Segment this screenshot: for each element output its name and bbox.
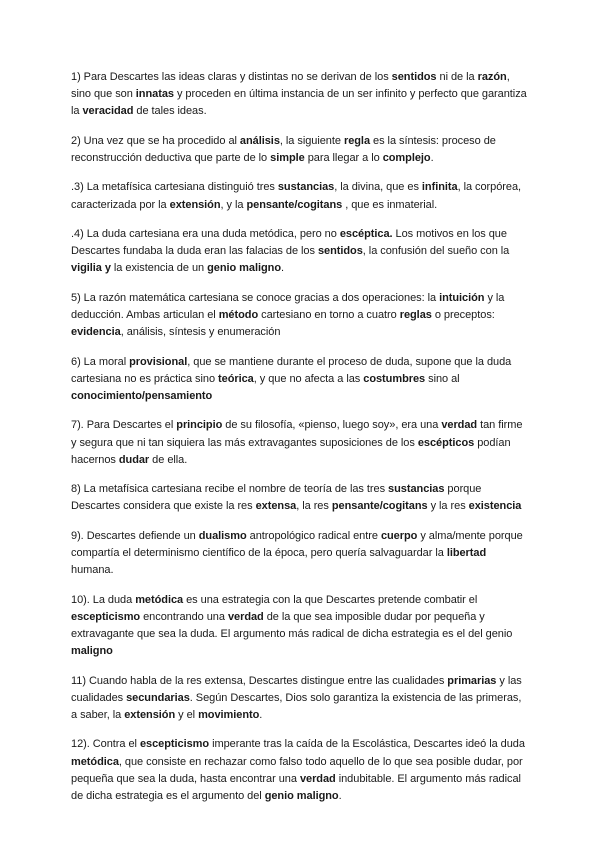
text-segment: . [338, 789, 342, 802]
text-segment: 5) La razón matemática cartesiana se conoce gracias a dos operaciones: la [71, 291, 440, 304]
text-segment: . Según Descartes, Dios solo garantiza la existencia de las primeras, a saber, la [71, 691, 522, 721]
text-segment: , que se mantiene durante el proceso de duda, supone que la duda cartesiana no es práctica sino [71, 355, 512, 385]
text-segment: de tales ideas. [133, 105, 207, 118]
text-segment: . [281, 262, 285, 275]
text-segment: . [430, 152, 434, 164]
bold-term: dudar [118, 453, 150, 466]
text-segment: y las cualidades [71, 674, 522, 704]
bold-term: extensa [255, 500, 297, 513]
text-segment: es una estrategia con la que Descartes pretende combatir el [183, 593, 478, 606]
bold-term: movimiento [198, 708, 260, 721]
text-segment: o preceptos: [431, 308, 495, 321]
bold-term: evidencia [71, 326, 121, 339]
text-segment: .3) La metafísica cartesiana distinguió tres [71, 181, 278, 194]
paragraph-6 [71, 354, 530, 406]
paragraph-3 [71, 179, 530, 213]
text-segment: , la siguiente [279, 134, 344, 147]
bold-term: verdad [441, 419, 478, 432]
bold-term: escepticismo [71, 610, 141, 623]
text-segment: y la deducción. Ambas articulan el [71, 291, 505, 321]
bold-term: complejo [382, 152, 431, 164]
bold-term: innatas [135, 88, 174, 101]
paragraph-10 [71, 592, 530, 661]
bold-term: dualismo [198, 529, 247, 542]
text-segment: .4) La duda cartesiana era una duda metódica, pero no [71, 227, 340, 240]
text-segment: , y que no afecta a las [253, 372, 364, 385]
bold-term: regla [343, 134, 371, 147]
text-segment: tan firme y segura que ni tan siquiera las más extravagantes suposiciones de los [71, 419, 523, 449]
bold-term: costumbres [363, 372, 426, 385]
text-segment: , sino que son [71, 71, 510, 101]
bold-term: extensión [124, 708, 176, 721]
bold-term: verdad [299, 772, 336, 785]
paragraph-8 [71, 481, 530, 515]
text-segment: 7). Para Descartes el [71, 419, 177, 432]
paragraph-5 [71, 290, 530, 342]
text-segment: es la síntesis: proceso de reconstrucción deductiva que parte de lo [71, 134, 496, 164]
text-segment: . [259, 708, 263, 721]
bold-term: extensión [169, 198, 221, 211]
text-segment: encontrando una [140, 610, 228, 623]
bold-term: maligno [71, 645, 113, 658]
bold-term: metódica [135, 593, 184, 606]
text-segment: , que es inmaterial. [342, 198, 438, 211]
text-segment: 9). Descartes defiende un [71, 529, 199, 542]
text-segment: , que consiste en rechazar como falso todo aquello de lo que sea posible dudar, por pequeña que sea la duda, hasta encontrar una [71, 755, 523, 785]
bold-term: veracidad [82, 105, 134, 118]
text-segment: para llegar a lo [304, 152, 383, 164]
text-segment: , y la [220, 198, 247, 211]
bold-term: sentidos [391, 71, 437, 83]
text-segment: 1) Para Descartes las ideas claras y distintas no se derivan de los [71, 71, 392, 83]
bold-term: vigilia y [71, 262, 111, 275]
text-segment: , la divina, que es [334, 181, 422, 194]
bold-term: sustancias [277, 181, 335, 194]
bold-term: sustancias [388, 483, 445, 496]
text-segment: indubitable. El argumento más radical de dicha estrategia es el argumento del [71, 772, 521, 802]
paragraph-list [71, 69, 530, 805]
text-segment: , análisis, síntesis y enumeración [120, 326, 281, 339]
text-segment: antropológico radical entre [246, 529, 381, 542]
paragraph-11 [71, 673, 530, 725]
text-segment: , la corpórea, caracterizada por la [71, 181, 522, 211]
bold-term: teórica [218, 372, 254, 385]
bold-term: análisis [239, 134, 280, 147]
paragraph-7 [71, 417, 530, 469]
text-segment: 11) Cuando habla de la res extensa, Descartes distingue entre las cualidades [71, 674, 448, 687]
bold-term: metódica [71, 755, 119, 768]
bold-term: sentidos [317, 245, 363, 258]
text-segment: 12). Contra el [71, 738, 140, 751]
text-segment: 8) La metafísica cartesiana recibe el nombre de teoría de las tres [71, 483, 389, 496]
text-segment: Los motivos en los que Descartes fundaba la duda eran las falacias de los [71, 227, 507, 258]
bold-term: simple [270, 152, 305, 164]
text-segment: y alma/mente porque compartía el determinismo científico de la época, pero quería salvaguardar la [71, 529, 523, 559]
text-segment: la existencia de un [110, 262, 208, 275]
text-segment: porque Descartes considera que existe la res [71, 483, 482, 513]
bold-term: método [218, 308, 259, 321]
bold-term: pensante/cogitans [331, 500, 428, 513]
paragraph-2 [71, 133, 530, 167]
bold-term: existencia [468, 500, 522, 513]
bold-term: secundarias [126, 691, 190, 704]
bold-term: provisional [129, 355, 188, 368]
bold-term: infinita [421, 181, 458, 194]
bold-term: pensante/cogitans [246, 198, 343, 211]
text-segment: 2) Una vez que se ha procedido al [71, 134, 240, 147]
bold-term: escépticos [417, 436, 475, 449]
bold-term: reglas [399, 308, 432, 321]
text-segment: de su filosofía, «pienso, luego soy», era una [222, 419, 442, 432]
text-segment: y la res [427, 500, 469, 513]
bold-term: genio maligno [207, 262, 282, 275]
bold-term: intuición [439, 291, 485, 304]
bold-term: escéptica. [339, 227, 393, 240]
text-segment: humana. [71, 564, 114, 577]
text-segment: sino al [425, 372, 460, 385]
text-segment: 6) La moral [71, 355, 130, 368]
bold-term: libertad [446, 546, 487, 559]
text-segment: y el [175, 708, 199, 721]
bold-term: primarias [447, 674, 497, 687]
paragraph-12 [71, 736, 530, 805]
bold-term: razón [477, 71, 507, 83]
paragraph-1 [71, 69, 530, 121]
text-segment: cartesiano en torno a cuatro [258, 308, 400, 321]
text-segment: de la que sea imposible dudar por pequeña y extravagante que sea la duda. El argumento más radical de dicha estrategia es el del genio [71, 610, 513, 640]
bold-term: verdad [227, 610, 264, 623]
text-segment: y proceden en última instancia de un ser infinito y perfecto que garantiza la [71, 88, 527, 118]
paragraph-4 [71, 226, 530, 278]
text-segment: podían hacernos [71, 436, 511, 466]
text-segment: , la res [296, 500, 332, 513]
bold-term: genio maligno [264, 789, 339, 802]
bold-term: conocimiento/pensamiento [71, 389, 213, 402]
bold-term: cuerpo [380, 529, 418, 542]
bold-term: principio [176, 419, 223, 432]
paragraph-9 [71, 528, 530, 580]
text-segment: imperante tras la caída de la Escolástica, Descartes ideó la duda [209, 738, 525, 751]
bold-term: escepticismo [139, 738, 210, 751]
text-segment: 10). La duda [71, 593, 136, 606]
text-segment: , la confusión del sueño con la [362, 245, 510, 258]
text-segment: ni de la [436, 71, 478, 83]
text-segment: de ella. [149, 453, 188, 466]
